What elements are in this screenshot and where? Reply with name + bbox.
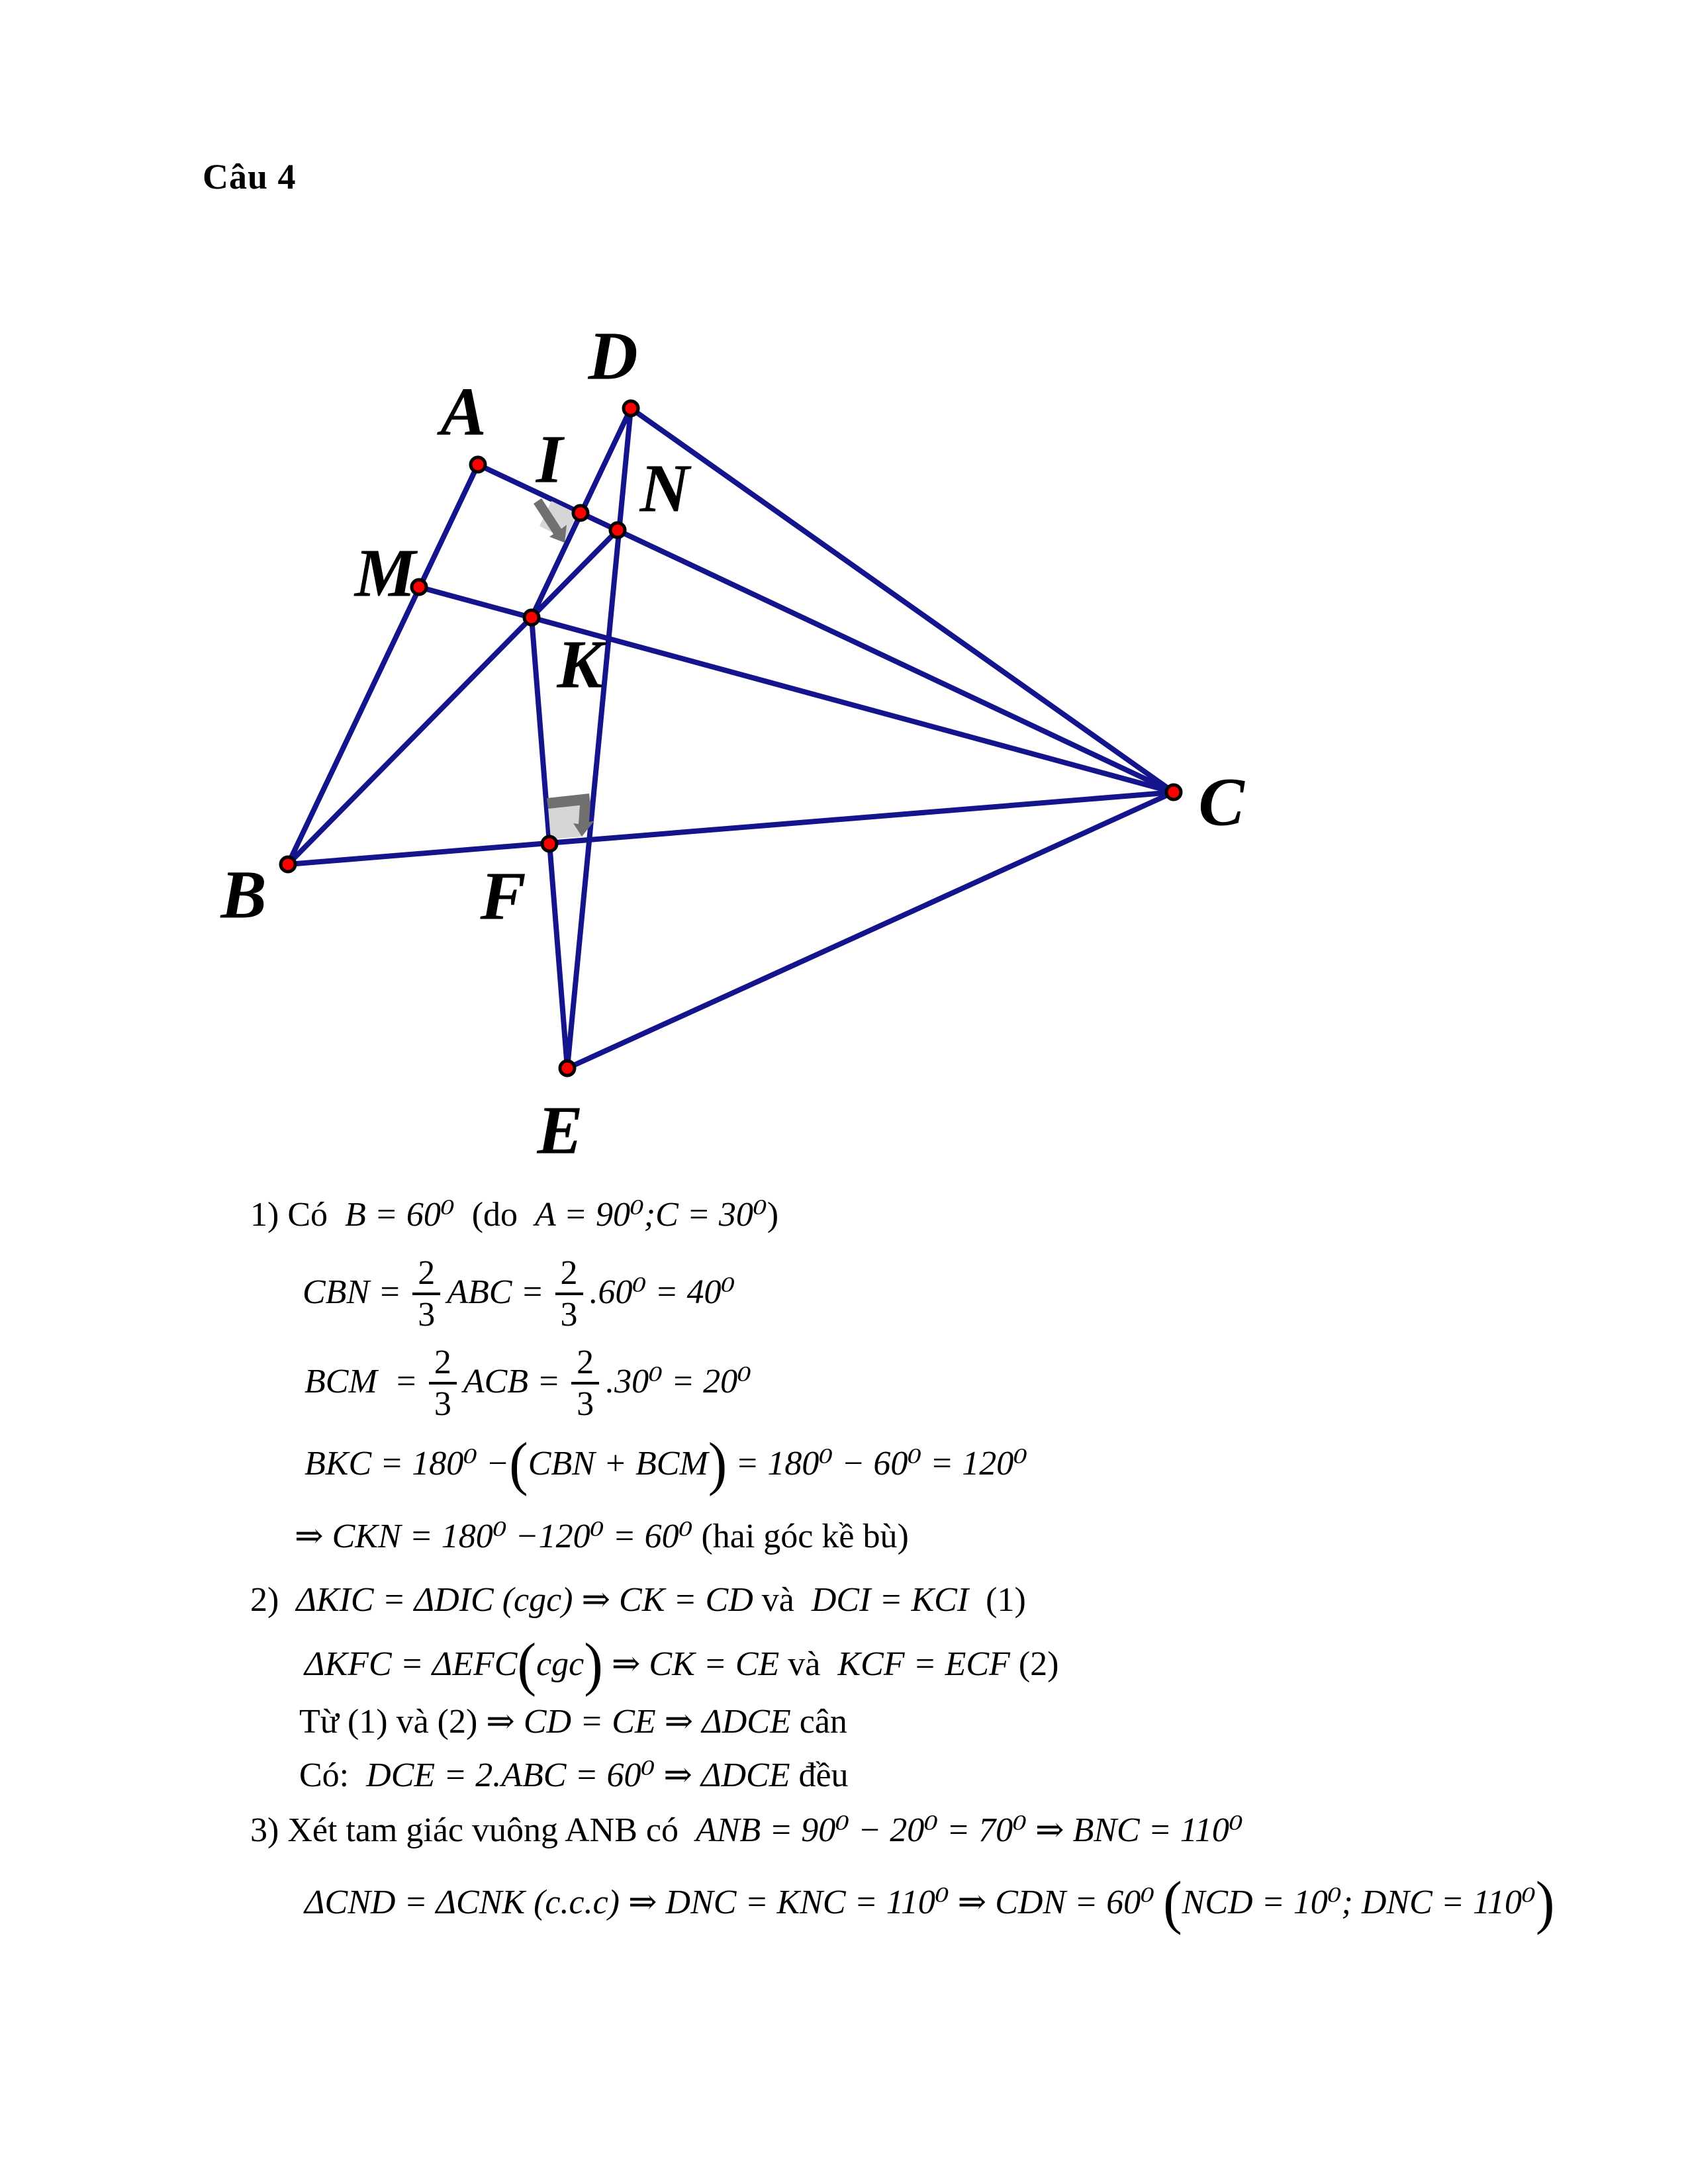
text-run: B = 60⁰ xyxy=(345,1196,472,1234)
text-run: ⇒ CKN = 180⁰ −120⁰ = 60⁰ xyxy=(295,1518,702,1556)
text-run: ANB = 90⁰ − 20⁰ = 70⁰ ⇒ BNC = 110⁰ xyxy=(695,1811,1243,1850)
text-run: (1) xyxy=(986,1581,1026,1619)
text-run: Có: xyxy=(299,1756,367,1795)
text-run: (2) xyxy=(1018,1645,1059,1684)
text-run: ⇒ CK = CE xyxy=(602,1645,788,1684)
text-run: DCI = KCI xyxy=(811,1581,986,1619)
text-run: ⇒ CD = CE ⇒ ΔDCE xyxy=(486,1703,800,1741)
fraction xyxy=(555,1255,583,1332)
text-run: .60⁰ = 40⁰ xyxy=(589,1273,735,1312)
page-title: Câu 4 xyxy=(203,157,297,197)
fraction-numerator: 2 xyxy=(429,1345,457,1385)
text-run: KCF = ECF xyxy=(837,1645,1019,1684)
text-run: (do xyxy=(471,1196,536,1234)
fraction-numerator: 2 xyxy=(412,1255,440,1295)
text-run: = 180⁰ − 60⁰ = 120⁰ xyxy=(727,1445,1028,1483)
label-A: A xyxy=(440,373,487,450)
text-run: 1) Có xyxy=(250,1196,345,1234)
text-run: và xyxy=(788,1645,838,1684)
text-run: A = 90⁰;C = 30⁰ xyxy=(535,1196,767,1234)
solution-line-11: ΔCND = ΔCNK (c.c.c) ⇒ DNC = KNC = 110⁰ ⇒ CDN = 60⁰ ( NCD = 10⁰; DNC = 110⁰ ) xyxy=(305,1869,1555,1936)
label-B: B xyxy=(220,856,267,933)
solution-line-10 xyxy=(250,1811,1243,1850)
text-run: 3) Xét tam giác vuông ANB có xyxy=(250,1811,696,1850)
text-run: ACB = xyxy=(463,1363,569,1401)
text-run: ) xyxy=(767,1196,779,1234)
fraction-denominator: 3 xyxy=(418,1296,436,1334)
label-E: E xyxy=(537,1092,583,1169)
solution-line-4: BKC = 180⁰ − ( CBN + BCM ) = 180⁰ − 60⁰ = 120⁰ xyxy=(305,1430,1028,1497)
text-run: BKC = 180⁰ − xyxy=(305,1445,510,1483)
text-run: đều xyxy=(798,1756,849,1795)
fraction-denominator: 3 xyxy=(434,1385,451,1423)
label-N: N xyxy=(639,450,690,527)
text-run: ΔKFC = ΔEFC xyxy=(305,1645,518,1684)
text-run: ΔKIC = ΔDIC (cgc) ⇒ CK = CD xyxy=(296,1581,762,1619)
label-C: C xyxy=(1198,764,1244,841)
label-I: I xyxy=(536,421,563,498)
fraction-numerator: 2 xyxy=(571,1345,599,1385)
label-M: M xyxy=(354,535,416,612)
text-run: .30⁰ = 20⁰ xyxy=(606,1363,751,1401)
solution-line-6 xyxy=(250,1580,1026,1620)
text-run: CBN = xyxy=(303,1273,410,1312)
text-run: cân xyxy=(799,1703,847,1741)
label-F: F xyxy=(480,858,526,934)
solution-line-7: ΔKFC = ΔEFC ( cgc ) ⇒ CK = CE và KCF = ECF (2) xyxy=(305,1631,1059,1698)
label-D: D xyxy=(588,318,638,394)
text-run: CBN + BCM xyxy=(528,1445,708,1483)
text-run: và xyxy=(761,1581,812,1619)
solution-line-3 xyxy=(305,1343,751,1423)
text-run: ABC = xyxy=(447,1273,553,1312)
label-K: K xyxy=(557,626,603,703)
text-run: BCM = xyxy=(305,1363,426,1401)
solution-line-1 xyxy=(250,1195,778,1235)
fraction-numerator: 2 xyxy=(555,1255,583,1295)
text-run: Từ (1) và (2) xyxy=(299,1703,487,1741)
solution-line-9 xyxy=(299,1756,849,1796)
solution-line-5 xyxy=(295,1517,909,1557)
fraction-denominator: 3 xyxy=(577,1385,594,1423)
solution-line-2 xyxy=(303,1253,735,1334)
fraction-denominator: 3 xyxy=(560,1296,578,1334)
fraction xyxy=(429,1345,457,1422)
solution-line-8 xyxy=(299,1702,847,1742)
text-run: DCE = 2.ABC = 60⁰ ⇒ ΔDCE xyxy=(366,1756,799,1795)
text-run: cgc xyxy=(536,1645,585,1684)
text-run: 2) xyxy=(250,1581,297,1619)
text-run: (hai góc kề bù) xyxy=(701,1518,909,1556)
text-run: NCD = 10⁰; DNC = 110⁰ xyxy=(1182,1884,1536,1922)
fraction xyxy=(571,1345,599,1422)
fraction xyxy=(412,1255,440,1332)
text-run: ΔCND = ΔCNK (c.c.c) ⇒ DNC = KNC = 110⁰ ⇒ CDN = 60⁰ xyxy=(305,1884,1164,1922)
